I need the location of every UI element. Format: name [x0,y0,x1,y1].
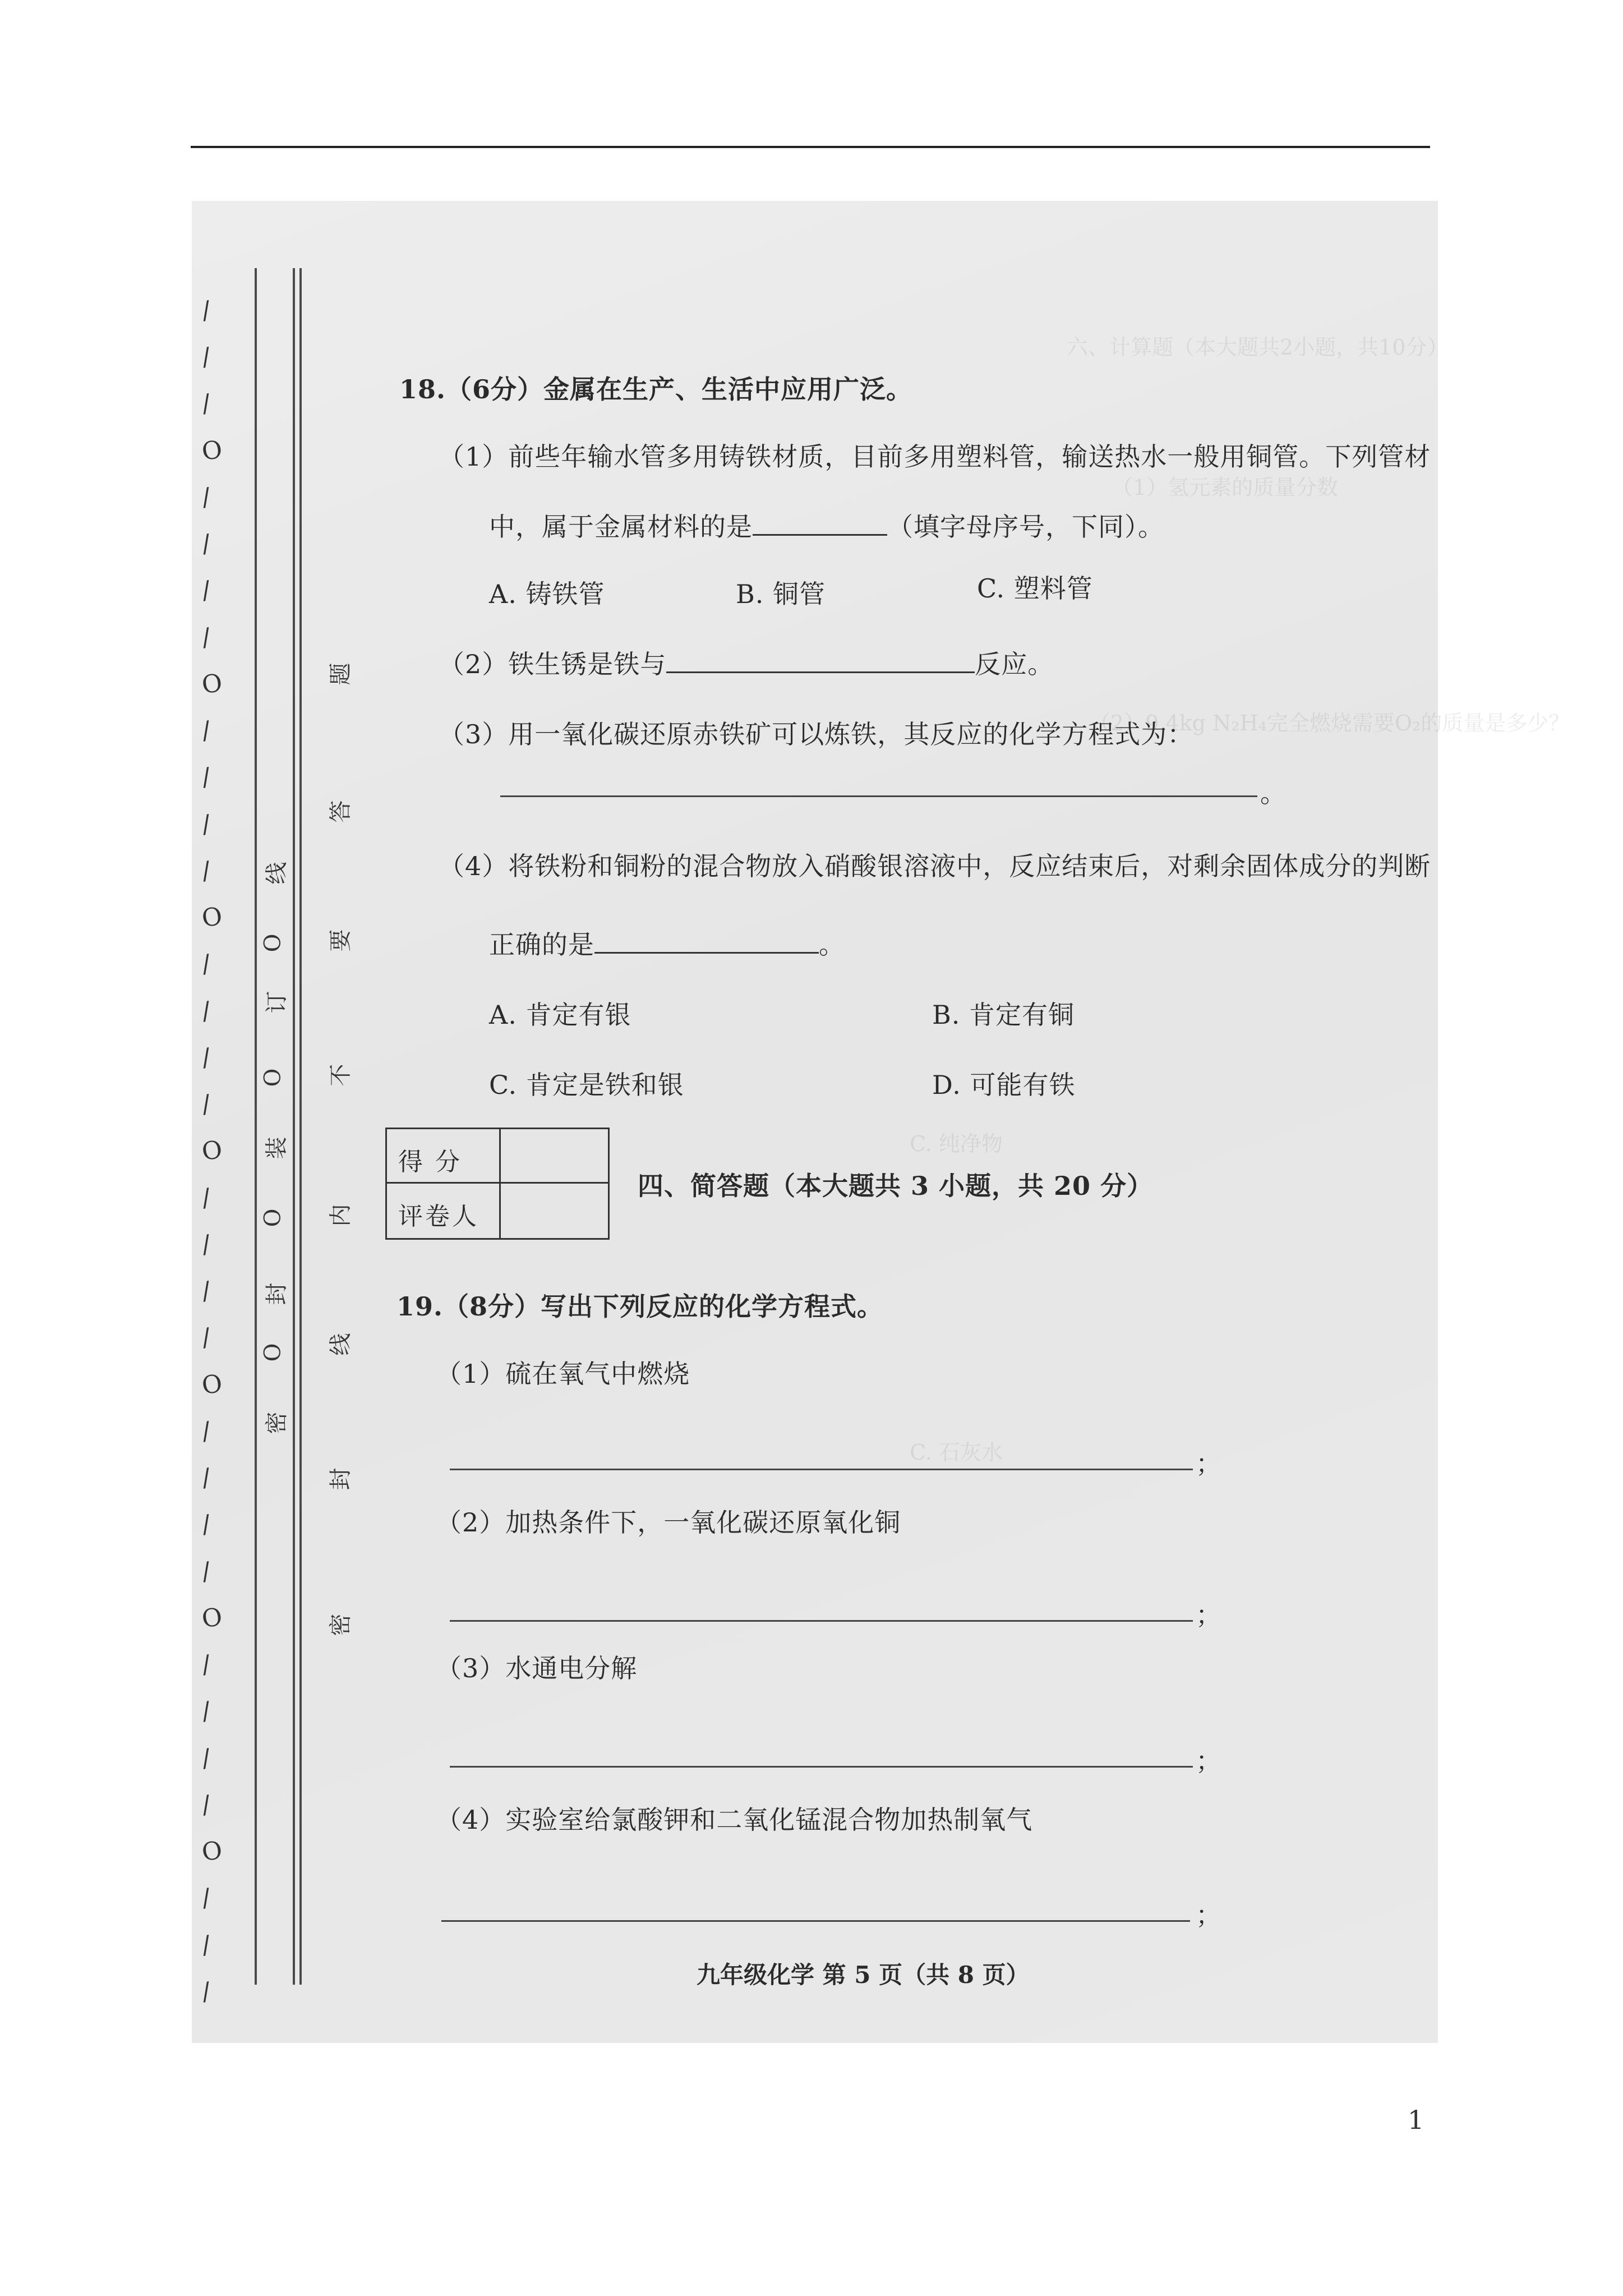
binding-slash-mark: / [200,1510,213,1540]
inner-label-char: 题 [328,662,354,685]
binding-slash-mark: / [200,1743,213,1773]
binding-slash-mark: / [200,1323,213,1353]
binding-slash-mark: / [200,1976,213,2007]
top-rule [191,146,1430,148]
score-label: 得 分 [398,1148,462,1176]
q19-item-1-answer-line[interactable] [450,1469,1193,1470]
binding-slash-mark: / [200,1650,213,1680]
grader-label: 评卷人 [398,1202,479,1231]
binding-line-inner-1 [293,268,295,1985]
seal-circle-mark: O [260,933,286,953]
binding-circle-mark: O [200,901,224,933]
q19-item-1: （1）硫在氧气中燃烧 [436,1359,690,1389]
q19-item-2: （2）加热条件下，一氧化碳还原氧化铜 [436,1507,901,1538]
binding-slash-mark: / [200,1930,213,1960]
seal-label-char: 订 [264,991,290,1014]
q18-part2 [439,644,1054,681]
binding-slash-mark: / [200,1416,213,1446]
seal-circle-mark: O [260,1208,286,1227]
q18-part1-line1: （1）前些年输水管多用铸铁材质，目前多用塑料管，输送热水一般用铜管。下列管材 [439,441,1431,472]
binding-slash-mark: / [200,1230,213,1259]
q18-part1-note: （填字母序号，下同）。 [887,512,1164,542]
q18-part1-prompt: 中，属于金属材料的是 [489,512,753,542]
inner-label-char: 答 [328,800,354,823]
binding-slash-mark: / [200,1089,213,1119]
q18-part2-suffix: 反应。 [975,649,1054,679]
q18-part3-answer-line[interactable] [500,795,1257,797]
grader-row [387,1184,608,1238]
binding-slash-mark: / [200,856,213,886]
q18-header: 18.（6分）金属在生产、生活中应用广泛。 [399,374,913,404]
score-row [387,1129,608,1184]
q19-item-3: （3）水通电分解 [436,1653,638,1683]
binding-slash-mark: / [200,1883,213,1913]
q18-part4-option-d: D. 可能有铁 [932,1070,1076,1100]
binding-circle-mark: O [200,1602,224,1634]
q18-part1-answer-blank[interactable] [753,509,887,536]
binding-circle-mark: O [200,435,224,466]
q18-part4-prompt: 正确的是 [489,930,594,960]
binding-slash-mark: / [200,622,213,652]
binding-slash-mark: / [200,576,213,606]
q19-item-4: （4）实验室给氯酸钾和二氧化锰混合物加热制氧气 [436,1805,1033,1835]
binding-slash-mark: / [200,482,213,512]
scanned-exam-page [192,201,1570,2043]
q18-part1-line2 [489,507,1164,544]
q19-item-3-answer-line[interactable] [450,1766,1193,1768]
binding-slash-mark: / [200,716,213,746]
q18-part2-prompt: （2）铁生锈是铁与 [439,649,667,679]
seal-label-char: 密 [264,1411,290,1434]
binding-circle-mark: O [200,1835,224,1867]
inner-label-char: 密 [328,1613,354,1636]
score-box [385,1128,610,1240]
binding-circle-mark: O [200,668,224,700]
score-box-divider [499,1129,501,1238]
binding-slash-mark: / [200,1043,213,1073]
binding-circle-mark: O [200,1369,224,1400]
binding-slash-mark: / [200,529,213,559]
q19-item-3-semicolon: ； [1196,1746,1221,1776]
binding-slash-mark: / [200,1789,213,1820]
binding-slash-mark: / [200,762,213,793]
inner-label-char: 不 [328,1064,354,1087]
binding-slash-mark: / [200,296,213,325]
inner-label-char: 要 [328,929,354,952]
q18-part2-answer-blank[interactable] [666,647,975,673]
binding-slash-mark: / [200,342,213,372]
q18-part4-answer-blank[interactable] [594,927,819,954]
q18-part4-suffix: 。 [819,930,845,960]
inner-label-char: 内 [328,1204,354,1227]
section-4-title: 四、简答题（本大题共 3 小题，共 20 分） [638,1171,1154,1201]
bleed-through-text: 六、计算题（本大题共2小题，共10分） [1067,335,1449,360]
binding-slash-mark: / [200,1463,213,1493]
binding-slash-mark: / [200,1276,213,1306]
binding-slash-mark: / [200,996,213,1026]
q18-part1-option-a: A. 铸铁管 [489,579,605,609]
q19-item-2-semicolon: ； [1196,1600,1221,1630]
binding-circle-mark: O [200,1135,224,1167]
seal-label-char: 装 [264,1137,290,1159]
binding-slash-mark: / [200,389,213,419]
seal-circle-mark: O [260,1343,286,1362]
seal-label-char: 封 [264,1282,290,1305]
binding-slash-mark: / [200,1182,213,1213]
inner-label-char: 封 [328,1467,354,1490]
bleed-through-text: （1）氢元素的质量分数 [1112,475,1339,500]
binding-line-inner-2 [299,268,302,1985]
bleed-through-text: C. 石灰水 [910,1440,1003,1465]
q19-item-1-semicolon: ； [1196,1448,1221,1479]
q19-item-4-semicolon: ； [1196,1900,1221,1930]
q19-item-4-answer-line[interactable] [441,1920,1190,1922]
q18-part4-option-b: B. 肯定有铜 [932,1000,1075,1030]
q18-part3: （3）用一氧化碳还原赤铁矿可以炼铁，其反应的化学方程式为： [439,719,1194,749]
q18-part3-period: 。 [1260,778,1286,808]
q18-part4-option-a: A. 肯定有银 [489,1000,631,1030]
bleed-through-text: C. 纯净物 [910,1131,1003,1156]
page-footer: 九年级化学 第 5 页（共 8 页） [697,1961,1030,1989]
q18-part4-line1: （4）将铁粉和铜粉的混合物放入硝酸银溶液中，反应结束后，对剩余固体成分的判断 [439,851,1431,881]
q18-part4-option-c: C. 肯定是铁和银 [489,1070,684,1100]
binding-slash-mark: / [200,949,213,979]
q18-part4-line2 [489,924,845,961]
page-number: 1 [1408,2105,1424,2135]
bleed-through-text: （2）9.4kg N₂H₄完全燃烧需要O₂的质量是多少？ [1089,711,1570,735]
q18-part1-option-b: B. 铜管 [736,579,826,609]
q18-part1-option-c: C. 塑料管 [977,573,1093,604]
seal-label-char: 线 [264,862,290,885]
q19-header: 19.（8分）写出下列反应的化学方程式。 [396,1291,884,1322]
binding-slash-mark: / [200,1696,213,1727]
seal-circle-mark: O [260,1068,286,1087]
binding-slash-mark: / [200,1556,213,1586]
binding-line-outer [255,268,257,1985]
binding-slash-mark: / [200,809,213,839]
inner-label-char: 线 [328,1333,354,1356]
q19-item-2-answer-line[interactable] [450,1620,1193,1622]
